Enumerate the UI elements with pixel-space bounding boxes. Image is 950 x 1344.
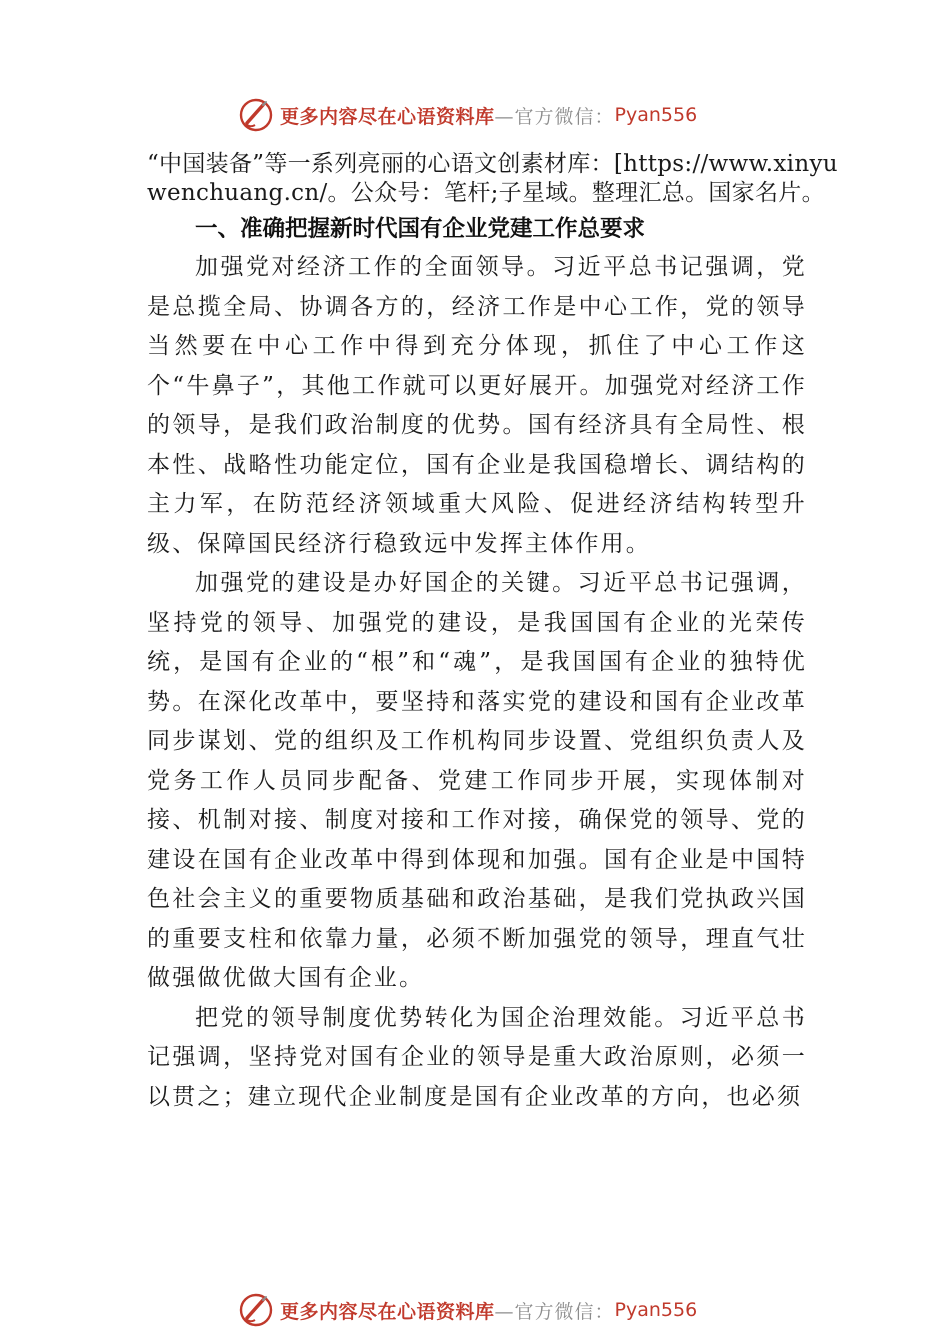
watermark-wechat-id: Pyan556 [614,1299,698,1321]
brush-logo-icon [238,1292,274,1328]
watermark-separator: —官方微信： [494,105,615,128]
watermark-wechat-id: Pyan556 [614,104,698,126]
body-paragraph: 加强党对经济工作的全面领导。习近平总书记强调，党是总揽全局、协调各方的，经济工作是中心工作，党的领导当然要在中心工作中得到充分体现，抓住了中心工作这个“牛鼻子”，其他工作就可以更好展开。加强党对经济工作的领导，是我们政治制度的优势。国有经济具有全局性、根本性、战略性功能定位，国有企业是我国稳增长、调结构的主力军，在防范经济领域重大风险、促进经济结构转型升级、保障国民经济行稳致远中发挥主体作用。 [147,254,807,557]
watermark-footer [238,1290,697,1330]
watermark-header [238,95,697,135]
section-heading: 一、准确把握新时代国有企业党建工作总要求 [195,216,646,242]
watermark-main-text: 更多内容尽在心语资料库 [280,105,495,128]
brush-logo-icon [238,97,274,133]
intro-paragraph: “中国装备”等一系列亮丽的心语文创素材库：[https://www.xinyuwenchuang.cn/。公众号：笔杆;子星域。整理汇总。国家名片。 [147,151,838,206]
body-paragraph: 加强党的建设是办好国企的关键。习近平总书记强调，坚持党的领导、加强党的建设，是我国国有企业的光荣传统，是国有企业的“根”和“魂”，是我国国有企业的独特优势。在深化改革中，要坚持和落实党的建设和国有企业改革同步谋划、党的组织及工作机构同步设置、党组织负责人及党务工作人员同步配备、党建工作同步开展，实现体制对接、机制对接、制度对接和工作对接，确保党的领导、党的建设在国有企业改革中得到体现和加强。国有企业是中国特色社会主义的重要物质基础和政治基础，是我们党执政兴国的重要支柱和依靠力量，必须不断加强党的领导，理直气壮做强做优做大国有企业。 [147,570,807,991]
body-paragraph: 把党的领导制度优势转化为国企治理效能。习近平总书记强调，坚持党对国有企业的领导是重大政治原则，必须一以贯之；建立现代企业制度是国有企业改革的方向，也必须 [147,1004,807,1110]
document-body [147,150,847,1117]
watermark-separator: —官方微信： [494,1300,615,1323]
watermark-main-text: 更多内容尽在心语资料库 [280,1300,495,1323]
